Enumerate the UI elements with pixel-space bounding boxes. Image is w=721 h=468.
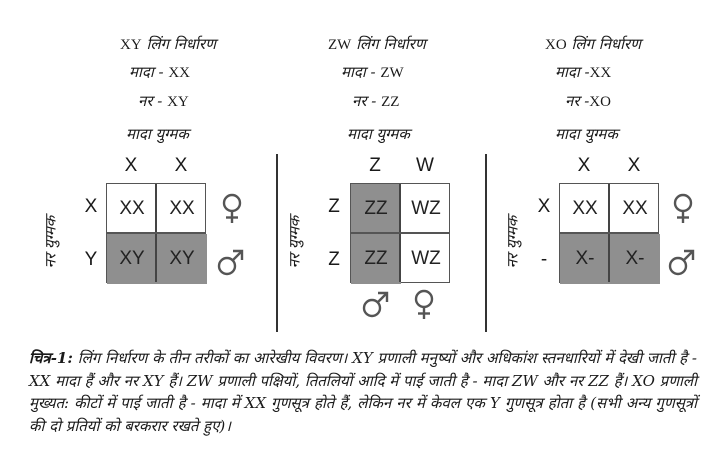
female-genotype: मादा -XX bbox=[555, 63, 612, 81]
male-symbol-icon bbox=[361, 288, 389, 320]
col-label: X bbox=[627, 155, 641, 176]
grid-cell: WZ bbox=[411, 248, 441, 269]
male-genotype: नर - ZZ bbox=[352, 92, 400, 110]
punnett-grid bbox=[559, 183, 659, 283]
male-symbol-icon bbox=[667, 246, 695, 278]
egg-label: मादा युग्मक bbox=[555, 125, 618, 143]
punnett-grid bbox=[106, 183, 206, 283]
grid-divider bbox=[560, 232, 658, 234]
grid-cell-shaded: X- bbox=[560, 234, 610, 284]
grid-cell: XX bbox=[169, 198, 195, 219]
grid-cell-shaded: X- bbox=[610, 234, 660, 284]
col-label: Z bbox=[369, 155, 381, 176]
panel-title: XO लिंग निर्धारण bbox=[545, 35, 642, 53]
grid-cell-shaded: XY bbox=[157, 234, 207, 284]
figure-caption bbox=[29, 347, 697, 437]
col-label: X bbox=[124, 155, 138, 176]
grid-cell-shaded: ZZ bbox=[351, 184, 401, 234]
row-label: Z bbox=[328, 249, 340, 270]
panel-divider bbox=[276, 154, 278, 332]
grid-divider bbox=[351, 232, 449, 234]
sperm-label: नर युग्मक bbox=[41, 215, 60, 269]
female-symbol-icon bbox=[218, 192, 246, 224]
panel-divider bbox=[485, 154, 487, 332]
panel-title: XY लिंग निर्धारण bbox=[120, 35, 217, 53]
col-label: X bbox=[577, 155, 591, 176]
male-genotype: नर - XY bbox=[138, 92, 189, 110]
grid-cell: XX bbox=[119, 198, 145, 219]
grid-cell-shaded: XY bbox=[107, 234, 157, 284]
female-symbol-icon bbox=[669, 192, 697, 224]
egg-label: मादा युग्मक bbox=[126, 125, 189, 143]
col-label: W bbox=[416, 155, 434, 176]
row-label: Z bbox=[328, 196, 340, 217]
col-label: X bbox=[174, 155, 188, 176]
caption-label: चित्र-1: bbox=[29, 349, 73, 367]
female-genotype: मादा - XX bbox=[129, 63, 190, 81]
grid-cell: WZ bbox=[411, 198, 441, 219]
female-symbol-icon bbox=[410, 288, 438, 320]
grid-cell: XX bbox=[572, 198, 598, 219]
caption-text: लिंग निर्धारण के तीन तरीकों का आरेखीय विवरण। XY प्रणाली मनुष्यों और अधिकांश स्तनधारियों में देखी जाती है - XX मादा हैं और नर XY हैं। ZW प्रणाली पक्षियों, तितलियों आदि में पाई जाती है - मादा ZW और नर ZZ हैं। XO प्रणाली मुख्यत: कीटों में पाई जाती है - मादा में XX गुणसूत्र होते हैं, लेकिन नर में केवल एक Y गुणसूत्र होता है (सभी अन्य गुणसूत्रों की दो प्रतियों को बरकरार रखते हुए)। bbox=[29, 349, 697, 435]
row-label: X bbox=[84, 196, 98, 217]
male-symbol-icon bbox=[216, 246, 244, 278]
grid-divider bbox=[107, 232, 205, 234]
row-label: X bbox=[537, 196, 551, 217]
grid-cell-shaded: ZZ bbox=[351, 234, 401, 284]
punnett-grid bbox=[350, 183, 450, 283]
egg-label: मादा युग्मक bbox=[347, 125, 410, 143]
female-genotype: मादा - ZW bbox=[341, 63, 404, 81]
sperm-label: नर युग्मक bbox=[503, 215, 522, 269]
row-label: - bbox=[540, 249, 548, 270]
grid-cell: XX bbox=[622, 198, 648, 219]
panel-title: ZW लिंग निर्धारण bbox=[328, 35, 426, 53]
male-genotype: नर -XO bbox=[565, 92, 611, 110]
sperm-label: नर युग्मक bbox=[285, 215, 304, 269]
row-label: Y bbox=[84, 249, 98, 270]
